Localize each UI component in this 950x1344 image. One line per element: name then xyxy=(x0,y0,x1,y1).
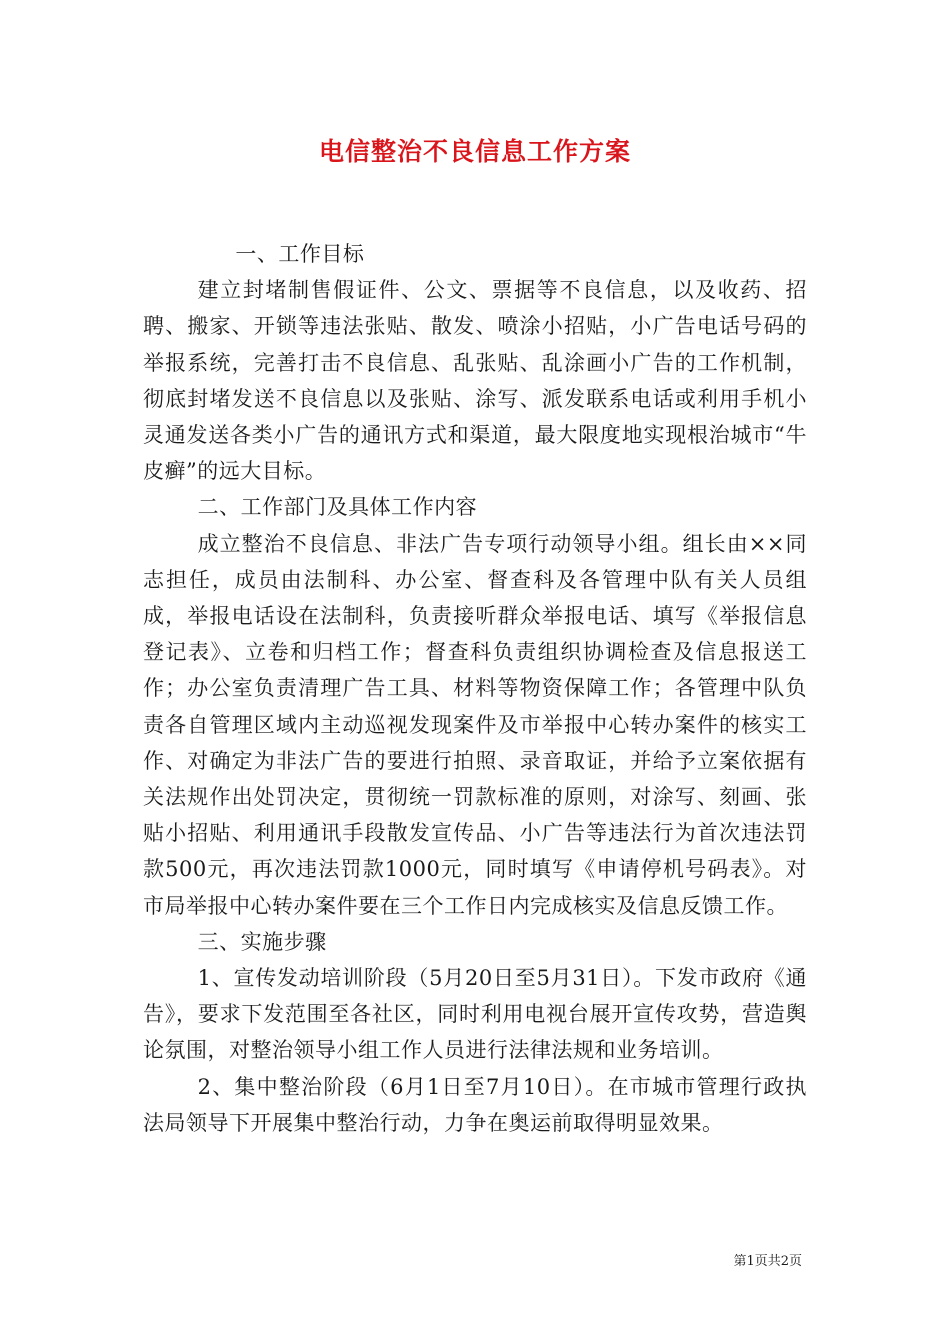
section-heading: 二、工作部门及具体工作内容 xyxy=(197,495,478,520)
section-departments xyxy=(143,489,807,923)
section-heading: 三、实施步骤 xyxy=(197,929,327,954)
section-paragraph: 2、集中整治阶段（6月1日至7月10日）。在市城市管理行政执法局领导下开展集中整治行动，力争在奥运前取得明显效果。 xyxy=(143,1074,807,1135)
section-heading: 一、工作目标 xyxy=(235,242,365,266)
section-paragraph: 成立整治不良信息、非法广告专项行动领导小组。组长由××同志担任，成员由法制科、办公室、督查科及各管理中队有关人员组成，举报电话设在法制科，负责接听群众举报电话、填写《举报信息登记表》、立卷和归档工作；督查科负责组织协调检查及信息报送工作；办公室负责清理广告工具、材料等物资保障工作；各管理中队负责各自管理区域内主动巡视发现案件及市举报中心转办案件的核实工作、对确定为非法广告的要进行拍照、录音取证，并给予立案依据有关法规作出处罚决定，贯彻统一罚款标准的原则，对涂写、刻画、张贴小招贴、利用通讯手段散发宣传品、小广告等违法行为首次违法罚款500元，再次违法罚款1000元，同时填写《申请停机号码表》。对市局举报中心转办案件要在三个工作日内完成核实及信息反馈工作。 xyxy=(143,531,807,918)
section-goals xyxy=(143,236,807,489)
page-number: 第1页共2页 xyxy=(733,1254,802,1269)
section-paragraph: 1、宣传发动培训阶段（5月20日至5月31日）。下发市政府《通告》，要求下发范围至各社区，同时利用电视台展开宣传攻势，营造舆论氛围，对整治领导小组工作人员进行法律法规和业务培训。 xyxy=(143,966,807,1063)
document-body xyxy=(143,236,807,1141)
document-title: 电信整治不良信息工作方案 xyxy=(318,137,631,166)
section-steps xyxy=(143,924,807,1141)
section-paragraph: 建立封堵制售假证件、公文、票据等不良信息，以及收药、招聘、搬家、开锁等违法张贴、散发、喷涂小招贴，小广告电话号码的举报系统，完善打击不良信息、乱张贴、乱涂画小广告的工作机制，彻底封堵发送不良信息以及张贴、涂写、派发联系电话或利用手机小灵通发送各类小广告的通讯方式和渠道，最大限度地实现根治城市“牛皮癣”的远大目标。 xyxy=(143,278,807,484)
